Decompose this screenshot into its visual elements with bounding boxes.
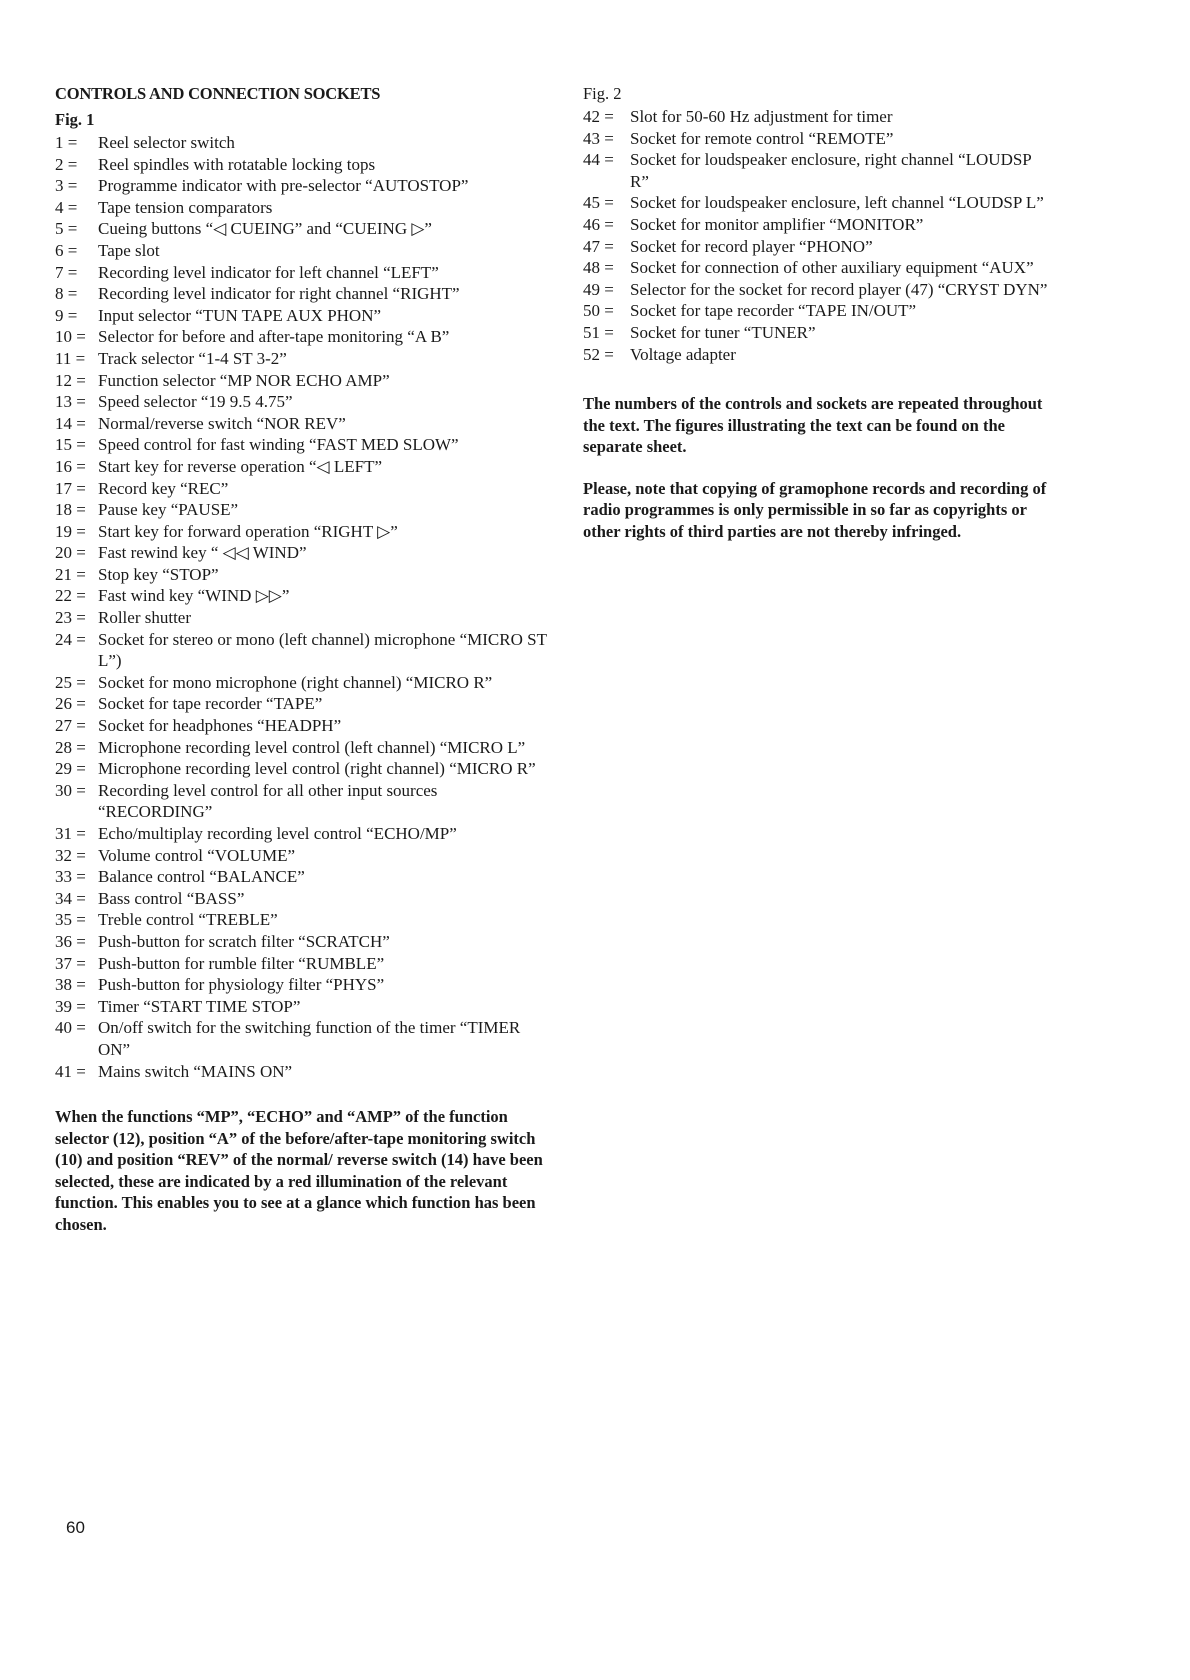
legend-item xyxy=(583,300,1053,322)
legend-item xyxy=(55,629,555,672)
legend-item xyxy=(55,888,555,910)
legend-number: 49 = xyxy=(583,279,614,299)
legend-number: 26 = xyxy=(55,694,86,714)
legend-number: 9 = xyxy=(55,305,78,325)
legend-item xyxy=(55,521,555,543)
legend-text: Function selector “MP NOR ECHO AMP” xyxy=(98,370,390,390)
legend-number: 32 = xyxy=(55,845,86,865)
legend-number: 27 = xyxy=(55,716,86,736)
legend-item xyxy=(55,585,555,607)
legend-item xyxy=(55,348,555,370)
legend-item xyxy=(583,257,1053,279)
legend-number: 8 = xyxy=(55,284,78,304)
page-number: 60 xyxy=(66,1518,85,1537)
legend-text: Tape slot xyxy=(98,240,160,260)
legend-number: 22 = xyxy=(55,586,86,606)
legend-item xyxy=(55,931,555,953)
legend-item xyxy=(55,154,555,176)
legend-text: Record key “REC” xyxy=(98,478,229,498)
legend-item xyxy=(55,326,555,348)
legend-number: 50 = xyxy=(583,301,614,321)
legend-text: Selector for before and after-tape monitoring “A B” xyxy=(98,327,450,347)
legend-number: 2 = xyxy=(55,154,78,174)
legend-item xyxy=(55,607,555,629)
legend-number: 16 = xyxy=(55,456,86,476)
fig-1-legend-list xyxy=(55,132,555,1082)
legend-item xyxy=(55,1017,555,1060)
legend-item xyxy=(583,106,1053,128)
legend-item xyxy=(55,197,555,219)
legend-number: 28 = xyxy=(55,737,86,757)
legend-number: 47 = xyxy=(583,236,614,256)
legend-text: Microphone recording level control (left channel) “MICRO L” xyxy=(98,737,526,757)
legend-number: 31 = xyxy=(55,824,86,843)
legend-text: Normal/reverse switch “NOR REV” xyxy=(98,413,346,433)
legend-item xyxy=(55,542,555,564)
legend-text: Track selector “1-4 ST 3-2” xyxy=(98,348,287,368)
legend-text: Socket for loudspeaker enclosure, left channel “LOUDSP L” xyxy=(630,193,1044,213)
legend-number: 13 = xyxy=(55,392,86,412)
legend-text: Tape tension comparators xyxy=(98,197,273,217)
legend-item xyxy=(55,218,555,240)
legend-item xyxy=(583,128,1053,150)
legend-number: 42 = xyxy=(583,107,614,126)
legend-item xyxy=(55,370,555,392)
legend-item xyxy=(583,322,1053,344)
legend-number: 44 = xyxy=(583,150,614,170)
legend-item xyxy=(55,240,555,262)
legend-text: Socket for tape recorder “TAPE IN/OUT” xyxy=(630,301,917,321)
legend-text: Recording level indicator for right channel “RIGHT” xyxy=(98,284,460,304)
legend-item xyxy=(55,866,555,888)
legend-text: Socket for tape recorder “TAPE” xyxy=(98,694,323,714)
legend-number: 12 = xyxy=(55,370,86,390)
legend-number: 10 = xyxy=(55,327,86,347)
legend-number: 25 = xyxy=(55,672,86,692)
legend-number: 14 = xyxy=(55,413,86,433)
right-column xyxy=(583,84,1053,542)
legend-number: 45 = xyxy=(583,193,614,213)
legend-number: 6 = xyxy=(55,240,78,260)
legend-text: Echo/multiplay recording level control “ECHO/MP” xyxy=(98,824,457,843)
legend-text: Socket for record player “PHONO” xyxy=(630,236,873,256)
legend-item xyxy=(583,236,1053,258)
legend-text: Volume control “VOLUME” xyxy=(98,845,296,865)
legend-number: 40 = xyxy=(55,1018,86,1038)
legend-number: 19 = xyxy=(55,521,86,541)
legend-item xyxy=(55,996,555,1018)
legend-text: Socket for stereo or mono (left channel) microphone “MICRO ST L”) xyxy=(98,629,547,671)
legend-text: Selector for the socket for record player (47) “CRYST DYN” xyxy=(630,279,1048,299)
legend-item xyxy=(583,279,1053,301)
legend-number: 36 = xyxy=(55,931,86,951)
legend-text: Slot for 50-60 Hz adjustment for timer xyxy=(630,107,893,126)
legend-number: 20 = xyxy=(55,543,86,563)
legend-text: Mains switch “MAINS ON” xyxy=(98,1061,293,1081)
legend-number: 35 = xyxy=(55,910,86,930)
section-heading: CONTROLS AND CONNECTION SOCKETS xyxy=(55,84,381,103)
legend-item xyxy=(55,413,555,435)
legend-number: 15 = xyxy=(55,435,86,455)
legend-item xyxy=(55,737,555,759)
legend-text: Voltage adapter xyxy=(630,344,736,364)
legend-text: Balance control “BALANCE” xyxy=(98,867,305,887)
legend-item xyxy=(55,305,555,327)
legend-item xyxy=(55,499,555,521)
legend-number: 39 = xyxy=(55,996,86,1016)
legend-number: 46 = xyxy=(583,214,614,234)
legend-number: 29 = xyxy=(55,759,86,779)
legend-number: 21 = xyxy=(55,564,86,584)
legend-item xyxy=(583,214,1053,236)
legend-item xyxy=(55,693,555,715)
legend-text: Timer “START TIME STOP” xyxy=(98,996,301,1016)
legend-number: 41 = xyxy=(55,1061,86,1081)
legend-number: 5 = xyxy=(55,219,78,239)
legend-number: 43 = xyxy=(583,128,614,148)
legend-text: Reel selector switch xyxy=(98,133,235,152)
legend-text: Socket for headphones “HEADPH” xyxy=(98,716,342,736)
legend-item xyxy=(55,1061,555,1083)
legend-text: Recording level indicator for left channel “LEFT” xyxy=(98,262,439,282)
legend-text: Reel spindles with rotatable locking tops xyxy=(98,154,376,174)
numbers-note: The numbers of the controls and sockets are repeated throughout the text. The figures illustrating the text can be found on the separate sheet. xyxy=(583,394,1043,457)
legend-number: 52 = xyxy=(583,344,614,364)
legend-number: 7 = xyxy=(55,262,78,282)
legend-text: Roller shutter xyxy=(98,608,192,628)
legend-item xyxy=(55,672,555,694)
legend-number: 1 = xyxy=(55,133,78,152)
legend-item xyxy=(583,192,1053,214)
legend-item xyxy=(55,953,555,975)
left-column xyxy=(55,84,555,1235)
legend-text: Treble control “TREBLE” xyxy=(98,910,278,930)
legend-item xyxy=(55,715,555,737)
legend-text: Programme indicator with pre-selector “AUTOSTOP” xyxy=(98,176,469,196)
legend-text: Push-button for physiology filter “PHYS” xyxy=(98,975,385,995)
legend-text: Stop key “STOP” xyxy=(98,564,219,584)
fig-2-label: Fig. 2 xyxy=(583,84,622,103)
legend-item xyxy=(55,391,555,413)
legend-text: Socket for monitor amplifier “MONITOR” xyxy=(630,214,924,234)
legend-text: Recording level control for all other input sources “RECORDING” xyxy=(98,780,438,822)
legend-text: Start key for reverse operation “◁ LEFT” xyxy=(98,456,383,476)
legend-item xyxy=(583,149,1053,192)
legend-number: 18 = xyxy=(55,500,86,520)
illumination-note: When the functions “MP”, “ECHO” and “AMP” of the function selector (12), position “A” of the before/after-tape monitoring switch (10) and position “REV” of the normal/ reverse switch (14) have been selected, these are indicated by a red illumination of the relevant function. This enables you to see at a glance which function has been chosen. xyxy=(55,1107,543,1234)
legend-text: Fast wind key “WIND ▷▷” xyxy=(98,586,290,606)
legend-text: Bass control “BASS” xyxy=(98,888,245,908)
legend-text: Start key for forward operation “RIGHT ▷” xyxy=(98,521,398,541)
legend-number: 3 = xyxy=(55,176,78,196)
legend-number: 4 = xyxy=(55,197,78,217)
legend-item xyxy=(55,845,555,867)
legend-item xyxy=(55,283,555,305)
legend-text: Socket for remote control “REMOTE” xyxy=(630,128,894,148)
legend-item xyxy=(55,262,555,284)
legend-item xyxy=(55,434,555,456)
legend-item xyxy=(55,456,555,478)
legend-item xyxy=(55,564,555,586)
legend-text: Speed selector “19 9.5 4.75” xyxy=(98,392,293,412)
legend-number: 34 = xyxy=(55,888,86,908)
legend-number: 30 = xyxy=(55,780,86,800)
legend-item xyxy=(55,758,555,780)
legend-number: 37 = xyxy=(55,953,86,973)
legend-number: 48 = xyxy=(583,258,614,278)
legend-item xyxy=(55,909,555,931)
legend-text: Socket for loudspeaker enclosure, right channel “LOUDSP R” xyxy=(630,150,1032,191)
legend-item xyxy=(55,780,555,823)
legend-number: 33 = xyxy=(55,867,86,887)
legend-item xyxy=(55,823,555,845)
legend-text: Push-button for scratch filter “SCRATCH” xyxy=(98,931,390,951)
legend-text: On/off switch for the switching function of the timer “TIMER ON” xyxy=(98,1018,521,1059)
legend-item xyxy=(583,344,1053,366)
legend-item xyxy=(55,175,555,197)
legend-text: Fast rewind key “ ◁◁ WIND” xyxy=(98,543,307,563)
legend-text: Socket for mono microphone (right channel) “MICRO R” xyxy=(98,672,493,692)
copyright-note: Please, note that copying of gramophone records and recording of radio programmes is only permissible in so far as copyrights or other rights of third parties are not thereby infringed. xyxy=(583,478,1047,541)
legend-item xyxy=(55,478,555,500)
legend-number: 38 = xyxy=(55,975,86,995)
legend-item xyxy=(55,974,555,996)
fig-2-legend-list xyxy=(583,106,1053,365)
legend-text: Input selector “TUN TAPE AUX PHON” xyxy=(98,305,382,325)
legend-text: Socket for connection of other auxiliary equipment “AUX” xyxy=(630,258,1034,278)
legend-number: 23 = xyxy=(55,608,86,628)
legend-text: Socket for tuner “TUNER” xyxy=(630,322,816,342)
legend-text: Cueing buttons “◁ CUEING” and “CUEING ▷” xyxy=(98,219,432,239)
legend-text: Pause key “PAUSE” xyxy=(98,500,239,520)
fig-1-label: Fig. 1 xyxy=(55,110,95,129)
legend-text: Speed control for fast winding “FAST MED SLOW” xyxy=(98,435,459,455)
legend-number: 51 = xyxy=(583,322,614,342)
legend-item xyxy=(55,132,555,154)
legend-text: Push-button for rumble filter “RUMBLE” xyxy=(98,953,385,973)
legend-text: Microphone recording level control (right channel) “MICRO R” xyxy=(98,759,536,779)
legend-number: 11 = xyxy=(55,348,86,368)
legend-number: 17 = xyxy=(55,478,86,498)
legend-number: 24 = xyxy=(55,629,86,649)
